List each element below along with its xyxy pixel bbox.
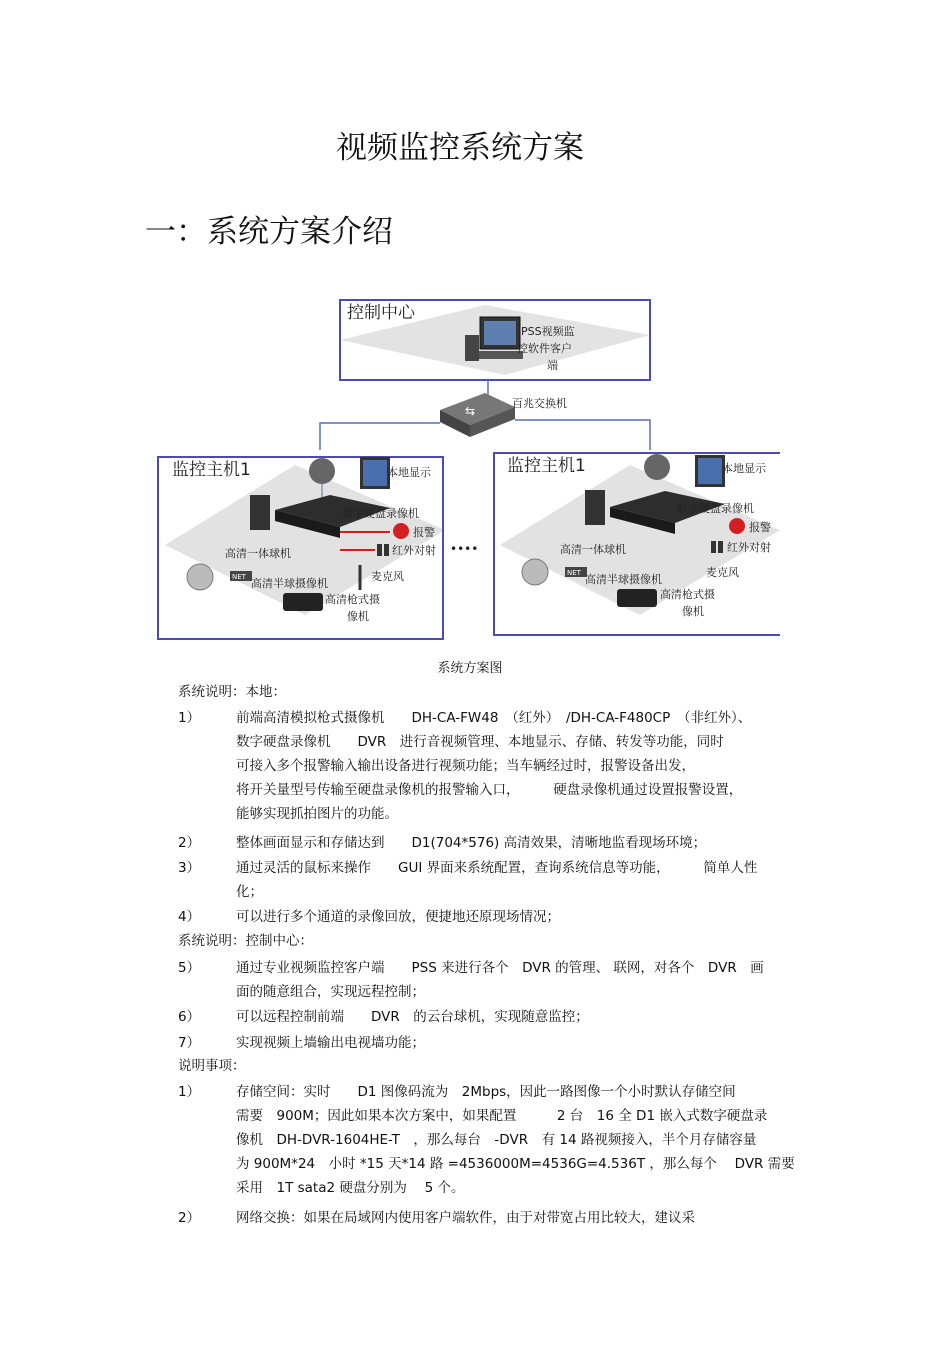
item-number: 2） <box>178 835 201 851</box>
hd-dome-label-2: 高清一体球机 <box>560 543 626 556</box>
hd-gun-label-4: 像机 <box>682 605 704 618</box>
switch-label: 百兆交换机 <box>512 397 567 410</box>
item-number: 1） <box>178 710 201 726</box>
item-line: 可以远程控制前端 DVR 的云台球机，实现随意监控； <box>236 1009 589 1025</box>
host2-box <box>494 453 780 635</box>
section-center-heading: 系统说明：控制中心： <box>178 933 313 949</box>
item-number: 5） <box>178 960 201 976</box>
item-line: 需要 900M；因此如果本次方案中，如果配置 2 台 16 全 D1 嵌入式数字硬盘录 <box>236 1108 768 1124</box>
hd-gun-label-3: 高清枪式摄 <box>660 588 715 601</box>
ir-label-2: 红外对射 <box>727 541 771 554</box>
item-number: 3） <box>178 860 201 876</box>
item-number: 6） <box>178 1009 201 1025</box>
diagram-caption: 系统方案图 <box>437 661 503 676</box>
net-label-2: NET <box>567 569 581 577</box>
item-line: 采用 1T sata2 硬盘分别为 5 个。 <box>236 1180 465 1196</box>
item-line: 实现视频上墙输出电视墙功能； <box>236 1035 425 1051</box>
ir-label: 红外对射 <box>392 544 436 557</box>
item-line: 通过灵活的鼠标来操作 GUI 界面来系统配置，查询系统信息等功能， 简单人性 <box>236 860 758 876</box>
section-local-heading: 系统说明：本地： <box>178 684 286 700</box>
alarm-label-2: 报警 <box>749 521 771 534</box>
item-line: 将开关量型号传输至硬盘录像机的报警输入口， 硬盘录像机通过设置报警设置， <box>236 782 743 798</box>
item-line: 可接入多个报警输入输出设备进行视频功能；当车辆经过时，报警设备出发， <box>236 758 695 774</box>
item-line: 化； <box>236 884 263 900</box>
switch-icon <box>440 393 515 437</box>
item-line: 网络交换：如果在局域网内使用客户端软件，由于对带宽占用比较大，建议采 <box>236 1210 695 1226</box>
document-title: 视频监控系统方案 <box>336 130 584 166</box>
item-number: 2） <box>178 1210 201 1226</box>
item-line: 像机 DH-DVR-1604HE-T ，那么每台 -DVR 有 14 路视频接入，半个月存储容量 <box>236 1132 757 1148</box>
section-title: 一：系统方案介绍 <box>145 214 393 250</box>
item-line: 为 900M*24 小时 *15 天*14 路 =4536000M=4536G=4.536T ，那么每个 DVR 需要 <box>236 1156 795 1172</box>
pss-label-1: PSS视频监 <box>521 325 575 338</box>
dvr-label-2: 数字硬盘录像机 <box>677 502 754 515</box>
item-line: 面的随意组合，实现远程控制； <box>236 984 425 1000</box>
alarm-label: 报警 <box>413 526 435 539</box>
host1-box <box>158 457 478 639</box>
host1-title: 监控主机1 <box>172 460 251 480</box>
local-display-label: 本地显示 <box>387 466 431 479</box>
item-number: 1） <box>178 1084 201 1100</box>
section-notes-heading: 说明事项： <box>178 1058 246 1074</box>
system-diagram <box>155 295 780 645</box>
svg-text:••••: •••• <box>450 542 479 556</box>
hd-half-dome-label-2: 高清半球摄像机 <box>585 573 662 586</box>
hd-dome-label: 高清一体球机 <box>225 547 291 560</box>
item-line: 可以进行多个通道的录像回放，便捷地还原现场情况； <box>236 909 560 925</box>
mic-label: 麦克风 <box>371 570 404 583</box>
item-line: 数字硬盘录像机 DVR 进行音视频管理、本地显示、存储、转发等功能，同时 <box>236 734 724 750</box>
local-display-label-2: 本地显示 <box>722 462 766 475</box>
net-label: NET <box>232 573 246 581</box>
svg-text:⇆: ⇆ <box>465 404 476 418</box>
hd-gun-label-1: 高清枪式摄 <box>325 593 380 606</box>
item-line: 存储空间：实时 D1 图像码流为 2Mbps，因此一路图像一个小时默认存储空间 <box>236 1084 736 1100</box>
item-line: 能够实现抓拍图片的功能。 <box>236 806 398 822</box>
item-number: 4） <box>178 909 201 925</box>
hd-half-dome-label: 高清半球摄像机 <box>251 577 328 590</box>
dvr-label: 数字硬盘录像机 <box>342 507 419 520</box>
host2-title: 监控主机1 <box>507 456 586 476</box>
item-line: 前端高清模拟枪式摄像机 DH-CA-FW48 （红外） /DH-CA-F480CP （非红外）、 <box>236 710 752 726</box>
item-line: 整体画面显示和存储达到 D1(704*576) 高清效果，清晰地监看现场环境； <box>236 835 707 851</box>
mic-label-2: 麦克风 <box>706 566 739 579</box>
pss-label-3: 端 <box>547 359 558 372</box>
item-number: 7） <box>178 1035 201 1051</box>
control-center-label: 控制中心 <box>347 303 415 323</box>
item-line: 通过专业视频监控客户端 PSS 来进行各个 DVR 的管理、 联网，对各个 DVR 画 <box>236 960 764 976</box>
hd-gun-label-2: 像机 <box>347 610 369 623</box>
pss-label-2: 控软件客户 <box>517 342 572 355</box>
